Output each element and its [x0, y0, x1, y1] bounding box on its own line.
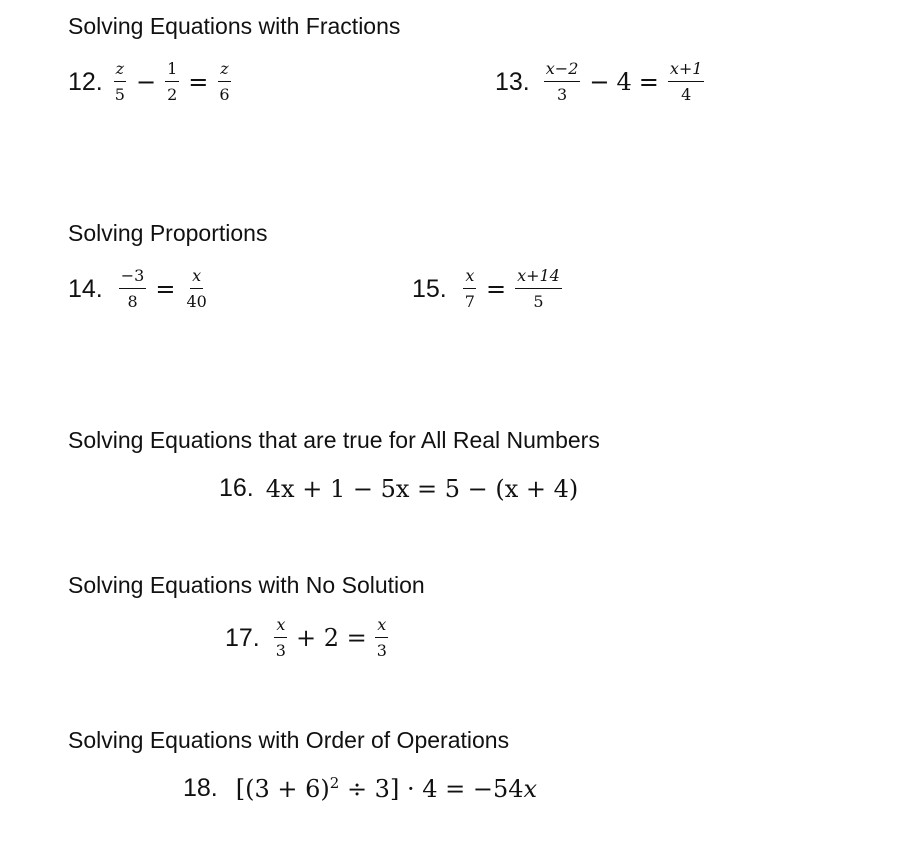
fraction [375, 616, 389, 660]
operator: = [155, 275, 176, 303]
equation [117, 267, 211, 311]
numerator: x−2 [544, 60, 581, 82]
numerator: z [218, 60, 230, 82]
problem-number: 18. [183, 774, 218, 802]
denominator: 40 [186, 292, 207, 311]
equation [272, 616, 391, 660]
numerator: −3 [119, 267, 147, 289]
operator: − [589, 68, 610, 96]
problem-number: 13. [495, 67, 530, 96]
section-heading-fractions: Solving Equations with Fractions [68, 13, 401, 39]
fraction [184, 267, 208, 311]
denominator: 3 [376, 641, 387, 660]
problem-18 [183, 774, 537, 803]
fraction [217, 60, 231, 104]
denominator: 5 [533, 292, 544, 311]
problem-number: 16. [219, 474, 254, 502]
numerator: x [375, 616, 388, 638]
denominator: 7 [464, 292, 475, 311]
section-heading-proportions: Solving Proportions [68, 220, 268, 246]
problem-16 [219, 474, 578, 503]
equation: 4x + 1 − 5x = 5 − (x + 4) [265, 474, 579, 503]
equation [542, 60, 707, 104]
constant-term: 4 [616, 68, 632, 96]
numerator: x [274, 616, 287, 638]
problem-number: 15. [412, 274, 447, 303]
numerator: x [190, 267, 203, 289]
denominator: 3 [556, 85, 568, 104]
section-heading-no-solution: Solving Equations with No Solution [68, 572, 425, 598]
problem-number: 17. [225, 623, 260, 652]
operator: − [135, 68, 157, 96]
fraction [119, 267, 147, 311]
fraction [463, 267, 477, 311]
equation [461, 267, 564, 311]
variable: x [523, 774, 538, 803]
numerator: x [463, 267, 476, 289]
numerator: x+1 [668, 60, 705, 82]
operator: = [638, 68, 659, 96]
numerator: 1 [165, 60, 179, 82]
equation [111, 60, 234, 104]
fraction [274, 616, 288, 660]
denominator: 3 [275, 641, 286, 660]
lhs-start: [(3 + 6) [235, 774, 330, 803]
exponent: 2 [329, 773, 340, 792]
denominator: 6 [219, 85, 230, 104]
operator: = [485, 275, 507, 303]
section-heading-order-of-operations: Solving Equations with Order of Operations [68, 727, 510, 753]
fraction [544, 60, 581, 104]
denominator: 5 [114, 85, 125, 104]
fraction [113, 60, 127, 104]
numerator: x+14 [515, 267, 562, 289]
denominator: 2 [167, 85, 178, 104]
problem-12 [68, 60, 234, 104]
problem-number: 14. [68, 274, 103, 303]
fraction [515, 267, 562, 311]
operator: = [188, 68, 209, 96]
denominator: 8 [127, 292, 138, 311]
equation [236, 775, 537, 803]
problem-17 [225, 616, 391, 660]
problem-13 [495, 60, 706, 104]
fraction [668, 60, 705, 104]
problem-15 [412, 267, 564, 311]
section-heading-all-real-numbers: Solving Equations that are true for All Real Numbers [68, 427, 600, 453]
middle-terms: + 2 = [295, 624, 367, 652]
problem-14 [68, 267, 211, 311]
fraction [165, 60, 179, 104]
denominator: 4 [681, 85, 692, 104]
lhs-end: ÷ 3] · 4 = −54 [339, 774, 524, 803]
numerator: z [114, 60, 126, 82]
problem-number: 12. [68, 67, 103, 96]
